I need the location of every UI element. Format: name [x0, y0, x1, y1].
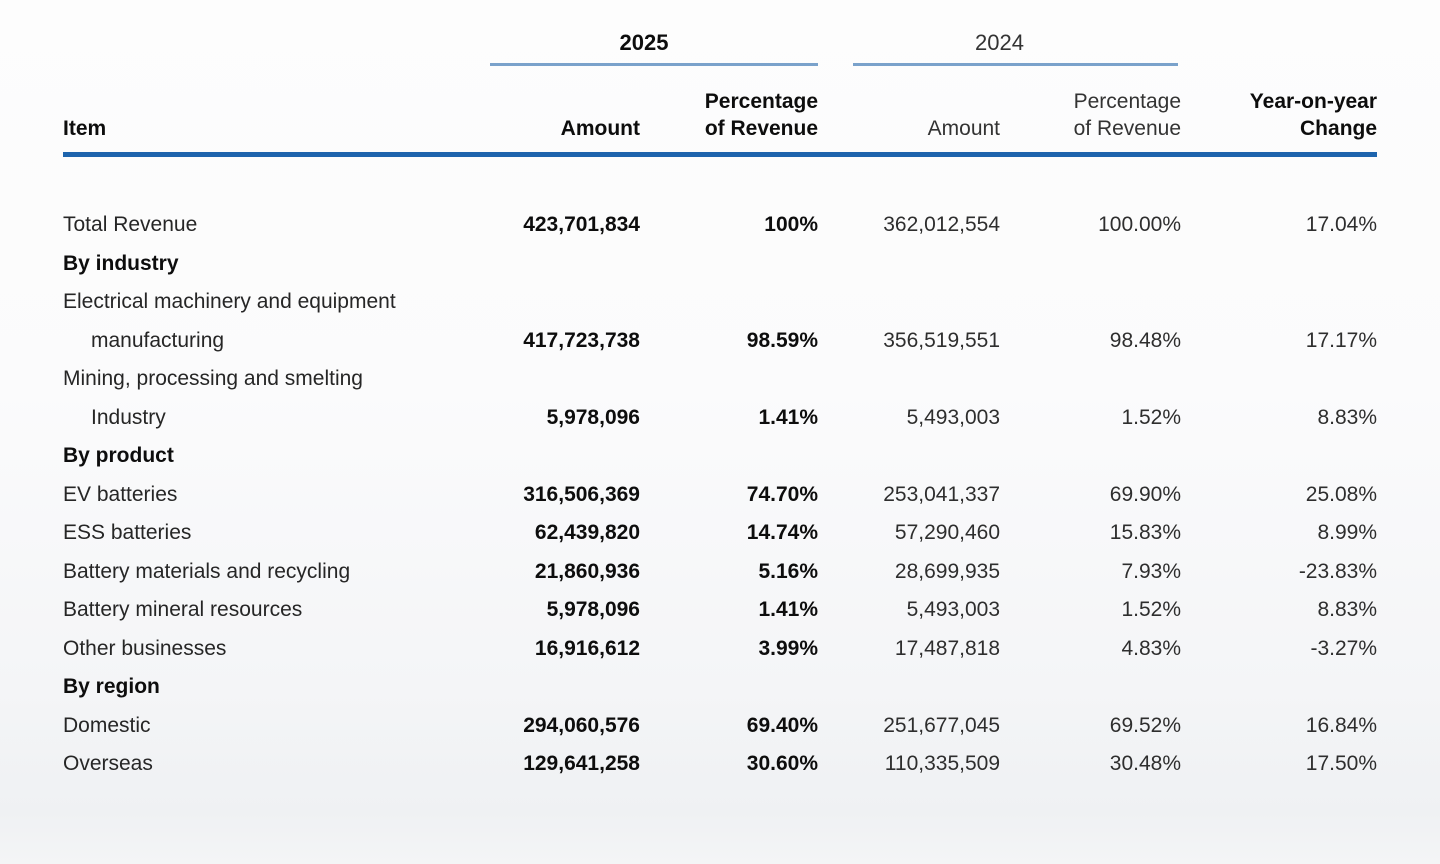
yoy-change-cell: 8.99%: [1317, 521, 1378, 544]
pct-2024-cell: 7.93%: [1121, 559, 1182, 583]
amount-2024-cell: 5,493,003: [906, 598, 1001, 621]
amount-2025-cell: 129,641,258: [523, 752, 640, 775]
pct-2024-cell: 98.48%: [1109, 328, 1182, 352]
section-label: By product: [63, 444, 174, 467]
yoy-change-cell: -3.27%: [1310, 636, 1378, 660]
item-group-spacer: [63, 28, 470, 66]
column-header-row: [63, 66, 1377, 154]
section-row-by-region: [63, 668, 1377, 707]
table-row-ev-batteries: [63, 476, 1377, 515]
row-label: Other businesses: [63, 636, 227, 660]
amount-2024-cell: 5,493,003: [906, 405, 1001, 429]
table-row-domestic: [63, 707, 1377, 746]
yoy-change-cell: 17.17%: [1305, 328, 1378, 352]
table-row-electrical-machinery: [63, 283, 1377, 360]
pct-2024-cell: 1.52%: [1121, 598, 1182, 621]
amount-2024-cell: 362,012,554: [883, 213, 1001, 236]
table-row-battery-minerals: [63, 591, 1377, 630]
row-label: Domestic: [63, 713, 151, 737]
amount-2025-cell: 5,978,096: [546, 405, 640, 429]
amount-2025-cell: 423,701,834: [523, 213, 640, 236]
amount-2024-cell: 253,041,337: [883, 482, 1001, 506]
section-row-by-product: [63, 437, 1377, 476]
pct-2024-cell: 30.48%: [1109, 752, 1182, 775]
amount-2025-cell: 21,860,936: [534, 559, 640, 583]
column-header-pct-2025: Percentage of Revenue: [640, 66, 818, 154]
yoy-change-cell: 16.84%: [1305, 713, 1378, 737]
pct-2025-cell: 14.74%: [746, 521, 819, 544]
table-row-ess-batteries: [63, 514, 1377, 553]
pct-2025-cell: 5.16%: [758, 559, 819, 583]
yoy-change-cell: 17.04%: [1305, 213, 1378, 236]
amount-2024-cell: 17,487,818: [894, 636, 1001, 660]
row-label: Battery mineral resources: [63, 598, 303, 621]
table-row-mining-processing: [63, 360, 1377, 437]
amount-2025-cell: 294,060,576: [523, 713, 640, 737]
column-header-amount-2025: Amount: [470, 66, 640, 154]
column-header-yoy-change: Year-on-year Change: [1181, 66, 1377, 154]
header-body-spacer: [63, 154, 1377, 206]
year-group-2024: [818, 28, 1181, 66]
pct-2024-cell: 4.83%: [1121, 636, 1182, 660]
table-row-other-businesses: [63, 630, 1377, 669]
amount-2025-cell: 417,723,738: [523, 328, 640, 352]
row-label: Total Revenue: [63, 213, 198, 236]
column-header-amount-2024: Amount: [818, 66, 1000, 154]
table-row-overseas: [63, 745, 1377, 784]
table-header: [63, 28, 1377, 154]
amount-2024-cell: 110,335,509: [884, 752, 1001, 775]
amount-2025-cell: 16,916,612: [534, 636, 640, 660]
year-group-2025: [470, 28, 818, 66]
row-label: Battery materials and recycling: [63, 559, 351, 583]
amount-2024-cell: 57,290,460: [894, 521, 1001, 544]
yoy-change-cell: 8.83%: [1317, 598, 1378, 621]
amount-2025-cell: 5,978,096: [546, 598, 640, 621]
amount-2024-cell: 28,699,935: [894, 559, 1001, 583]
row-label: Electrical machinery and equipment manufacturing: [63, 290, 396, 352]
section-row-by-industry: [63, 245, 1377, 284]
column-header-pct-2024: Percentage of Revenue: [1000, 66, 1181, 154]
year-group-row: [63, 28, 1377, 66]
yoy-change-cell: -23.83%: [1298, 559, 1378, 583]
row-label: Mining, processing and smelting Industry: [63, 367, 363, 429]
pct-2024-cell: 1.52%: [1121, 405, 1182, 429]
row-label: Overseas: [63, 752, 153, 775]
pct-2024-cell: 100.00%: [1098, 213, 1182, 236]
section-label: By region: [63, 675, 160, 698]
row-label: EV batteries: [63, 482, 178, 506]
year-2024-label: 2024: [975, 30, 1024, 55]
pct-2024-cell: 69.90%: [1109, 482, 1182, 506]
pct-2025-cell: 1.41%: [758, 598, 819, 621]
pct-2025-cell: 100%: [764, 213, 819, 236]
yoy-change-cell: 8.83%: [1317, 405, 1378, 429]
amount-2025-cell: 316,506,369: [523, 482, 640, 506]
amount-2025-cell: 62,439,820: [534, 521, 640, 544]
yoy-group-spacer: [1181, 28, 1377, 66]
yoy-change-cell: 25.08%: [1305, 482, 1378, 506]
pct-2025-cell: 74.70%: [746, 482, 819, 506]
amount-2024-cell: 251,677,045: [883, 713, 1001, 737]
amount-2024-cell: 356,519,551: [883, 328, 1001, 352]
row-label: ESS batteries: [63, 521, 192, 544]
pct-2025-cell: 69.40%: [746, 713, 819, 737]
yoy-change-cell: 17.50%: [1305, 752, 1378, 775]
pct-2025-cell: 1.41%: [758, 405, 819, 429]
year-2025-label: 2025: [619, 30, 669, 55]
pct-2025-cell: 3.99%: [758, 636, 819, 660]
column-header-item: Item: [63, 66, 470, 154]
table-row-battery-materials: [63, 553, 1377, 592]
pct-2025-cell: 30.60%: [746, 752, 819, 775]
pct-2024-cell: 69.52%: [1109, 713, 1182, 737]
table-row-total-revenue: [63, 206, 1377, 245]
table-body: [63, 154, 1377, 784]
section-label: By industry: [63, 251, 179, 275]
pct-2024-cell: 15.83%: [1109, 521, 1182, 544]
revenue-table: [63, 28, 1377, 784]
pct-2025-cell: 98.59%: [746, 328, 819, 352]
